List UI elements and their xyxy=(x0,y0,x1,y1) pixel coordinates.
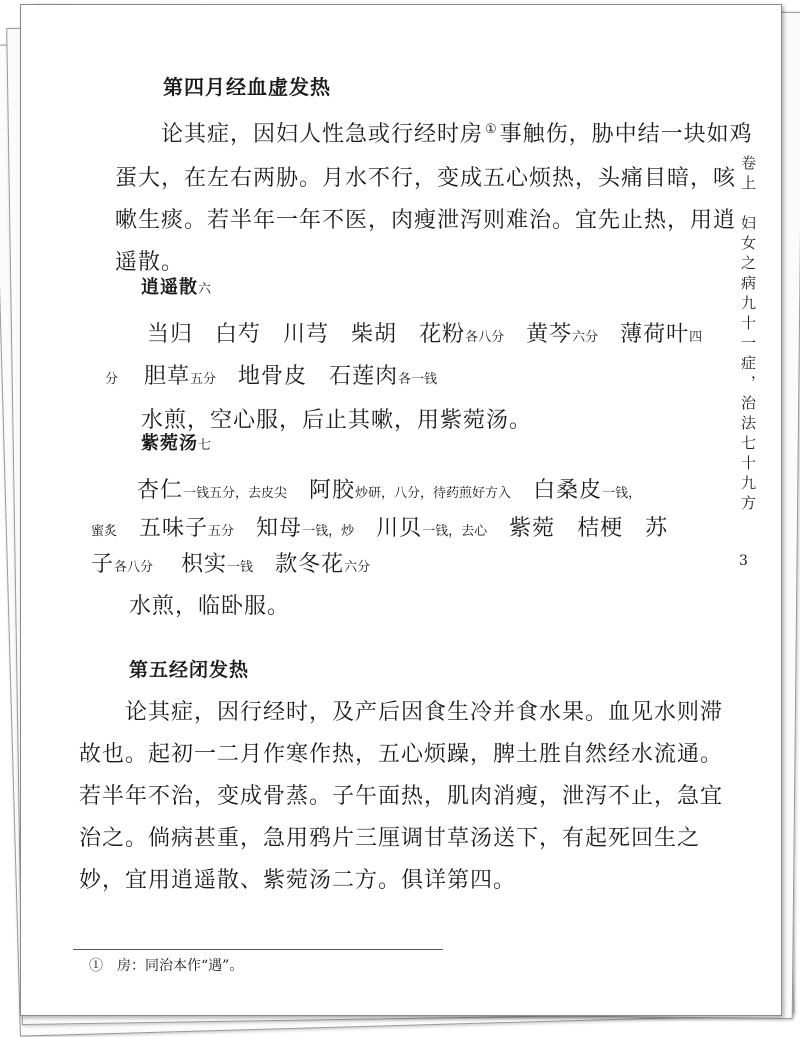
usage-line: 水煎，空心服，后止其嗽，用紫菀汤。 xyxy=(141,408,533,433)
herb-item xyxy=(526,322,598,347)
herb-name: 苏 xyxy=(645,516,669,541)
footnote-marker: ① xyxy=(485,121,498,137)
herb-name: 款冬花 xyxy=(275,552,345,577)
dose-note: 一钱 xyxy=(227,560,254,575)
herb-name: 知母 xyxy=(256,516,303,541)
herb-name: 当归 xyxy=(147,322,194,347)
herb-name: 胆草 xyxy=(144,364,191,389)
herb-item xyxy=(147,322,193,347)
recipe-title xyxy=(141,429,211,455)
page-number: 3 xyxy=(739,553,748,569)
herb-item xyxy=(351,322,397,347)
paragraph-line xyxy=(161,117,753,148)
herb-list-line xyxy=(105,359,459,390)
herb-item xyxy=(645,516,668,541)
herb-list-line xyxy=(91,547,392,578)
dose-note: 五分 xyxy=(208,524,235,539)
herb-item xyxy=(181,552,253,577)
paragraph-line: 蛋大，在左右两胁。月水不行，变成五心烦热，头痛目暗，咳 xyxy=(115,166,737,191)
herb-name: 柴胡 xyxy=(351,322,398,347)
paragraph-line: 遥散。 xyxy=(115,250,185,275)
dose-note: 一钱，去心 xyxy=(422,524,488,539)
herb-item xyxy=(509,516,555,541)
dose-note: 五分 xyxy=(190,372,217,387)
dose-note: 一钱，炒 xyxy=(302,524,355,539)
paragraph-line: 若半年不治，变成骨蒸。子午面热，肌肉消瘦，泄泻不止，急宜 xyxy=(79,784,724,809)
paragraph-line: 故也。起初一二月作寒作热，五心烦躁，脾土胜自然经水流通。 xyxy=(79,742,724,767)
dose-note: 各八分 xyxy=(114,560,154,575)
herb-item xyxy=(275,552,370,577)
herb-item xyxy=(283,322,329,347)
document-page xyxy=(20,4,782,1016)
herb-item xyxy=(309,478,511,503)
herb-name: 黄芩 xyxy=(526,322,573,347)
herb-name: 地骨皮 xyxy=(238,364,308,389)
paragraph-line: 治之。倘病甚重，急用鸦片三厘调甘草汤送下，有起死回生之 xyxy=(79,826,701,851)
paragraph-line: 嗽生痰。若半年一年不医，肉瘦泄泻则难治。宜先止热，用逍 xyxy=(115,208,737,233)
herb-item xyxy=(620,322,702,347)
running-header: 卷上 妇女之病九十一症，治法七十九方 xyxy=(739,155,757,515)
herb-name: 杏仁 xyxy=(137,478,184,503)
herb-name: 花粉 xyxy=(419,322,466,347)
herb-item xyxy=(376,516,487,541)
footnote-divider xyxy=(73,949,443,950)
herb-name: 白桑皮 xyxy=(533,478,603,503)
herb-name: 桔梗 xyxy=(577,516,624,541)
herb-item xyxy=(577,516,623,541)
recipe-number: 六 xyxy=(198,282,212,297)
dose-note: 分 xyxy=(105,372,119,387)
usage-line: 水煎，临卧服。 xyxy=(129,594,291,619)
recipe-name: 紫菀汤 xyxy=(141,433,198,454)
dose-note: 六分 xyxy=(572,330,599,345)
herb-item xyxy=(139,516,234,541)
paragraph-line: 妙，宜用逍遥散、紫菀汤二方。俱详第四。 xyxy=(79,868,517,893)
herb-name: 石莲肉 xyxy=(329,364,399,389)
herb-name: 阿胶 xyxy=(309,478,356,503)
section-title: 第五经闭发热 xyxy=(129,659,250,681)
herb-item xyxy=(256,516,354,541)
section-title: 第四月经血虚发热 xyxy=(163,75,331,99)
footnote: ① 房：同治本作“遇”。 xyxy=(89,958,244,974)
dose-note: 四 xyxy=(689,330,703,345)
dose-note: 一钱， xyxy=(602,486,642,501)
herb-list-line xyxy=(147,317,724,348)
herb-name: 川贝 xyxy=(376,516,423,541)
dose-note: 炒研，八分，待药煎好方入 xyxy=(355,486,512,501)
recipe-title xyxy=(141,273,211,299)
herb-item xyxy=(533,478,641,503)
herb-name: 紫菀 xyxy=(509,516,556,541)
herb-item xyxy=(215,322,261,347)
recipe-name: 逍遥散 xyxy=(141,277,198,298)
text-span: 事触伤，胁中结一块如鸡 xyxy=(499,122,753,147)
herb-item xyxy=(329,364,437,389)
herb-item xyxy=(238,364,307,389)
herb-item xyxy=(419,322,504,347)
dose-note: 各一钱 xyxy=(398,372,438,387)
herb-list-line xyxy=(137,473,663,504)
herb-item xyxy=(137,478,287,503)
dose-note: 各八分 xyxy=(465,330,505,345)
herb-name: 川芎 xyxy=(283,322,330,347)
dose-note: 六分 xyxy=(344,560,371,575)
herb-name: 薄荷叶 xyxy=(620,322,690,347)
herb-item xyxy=(144,364,216,389)
herb-name: 白芍 xyxy=(215,322,262,347)
herb-name: 子 xyxy=(91,552,115,577)
paragraph-line: 论其症，因行经时，及产后因食生冷并食水果。血见水则滞 xyxy=(125,700,724,725)
recipe-number: 七 xyxy=(198,438,212,453)
text-span: 论其症，因妇人性急或行经时房 xyxy=(161,122,484,147)
herb-list-line xyxy=(91,511,690,542)
dose-note: 蜜炙 xyxy=(91,524,118,539)
herb-name: 枳实 xyxy=(181,552,228,577)
herb-name: 五味子 xyxy=(139,516,209,541)
dose-note: 一钱五分，去皮尖 xyxy=(183,486,288,501)
